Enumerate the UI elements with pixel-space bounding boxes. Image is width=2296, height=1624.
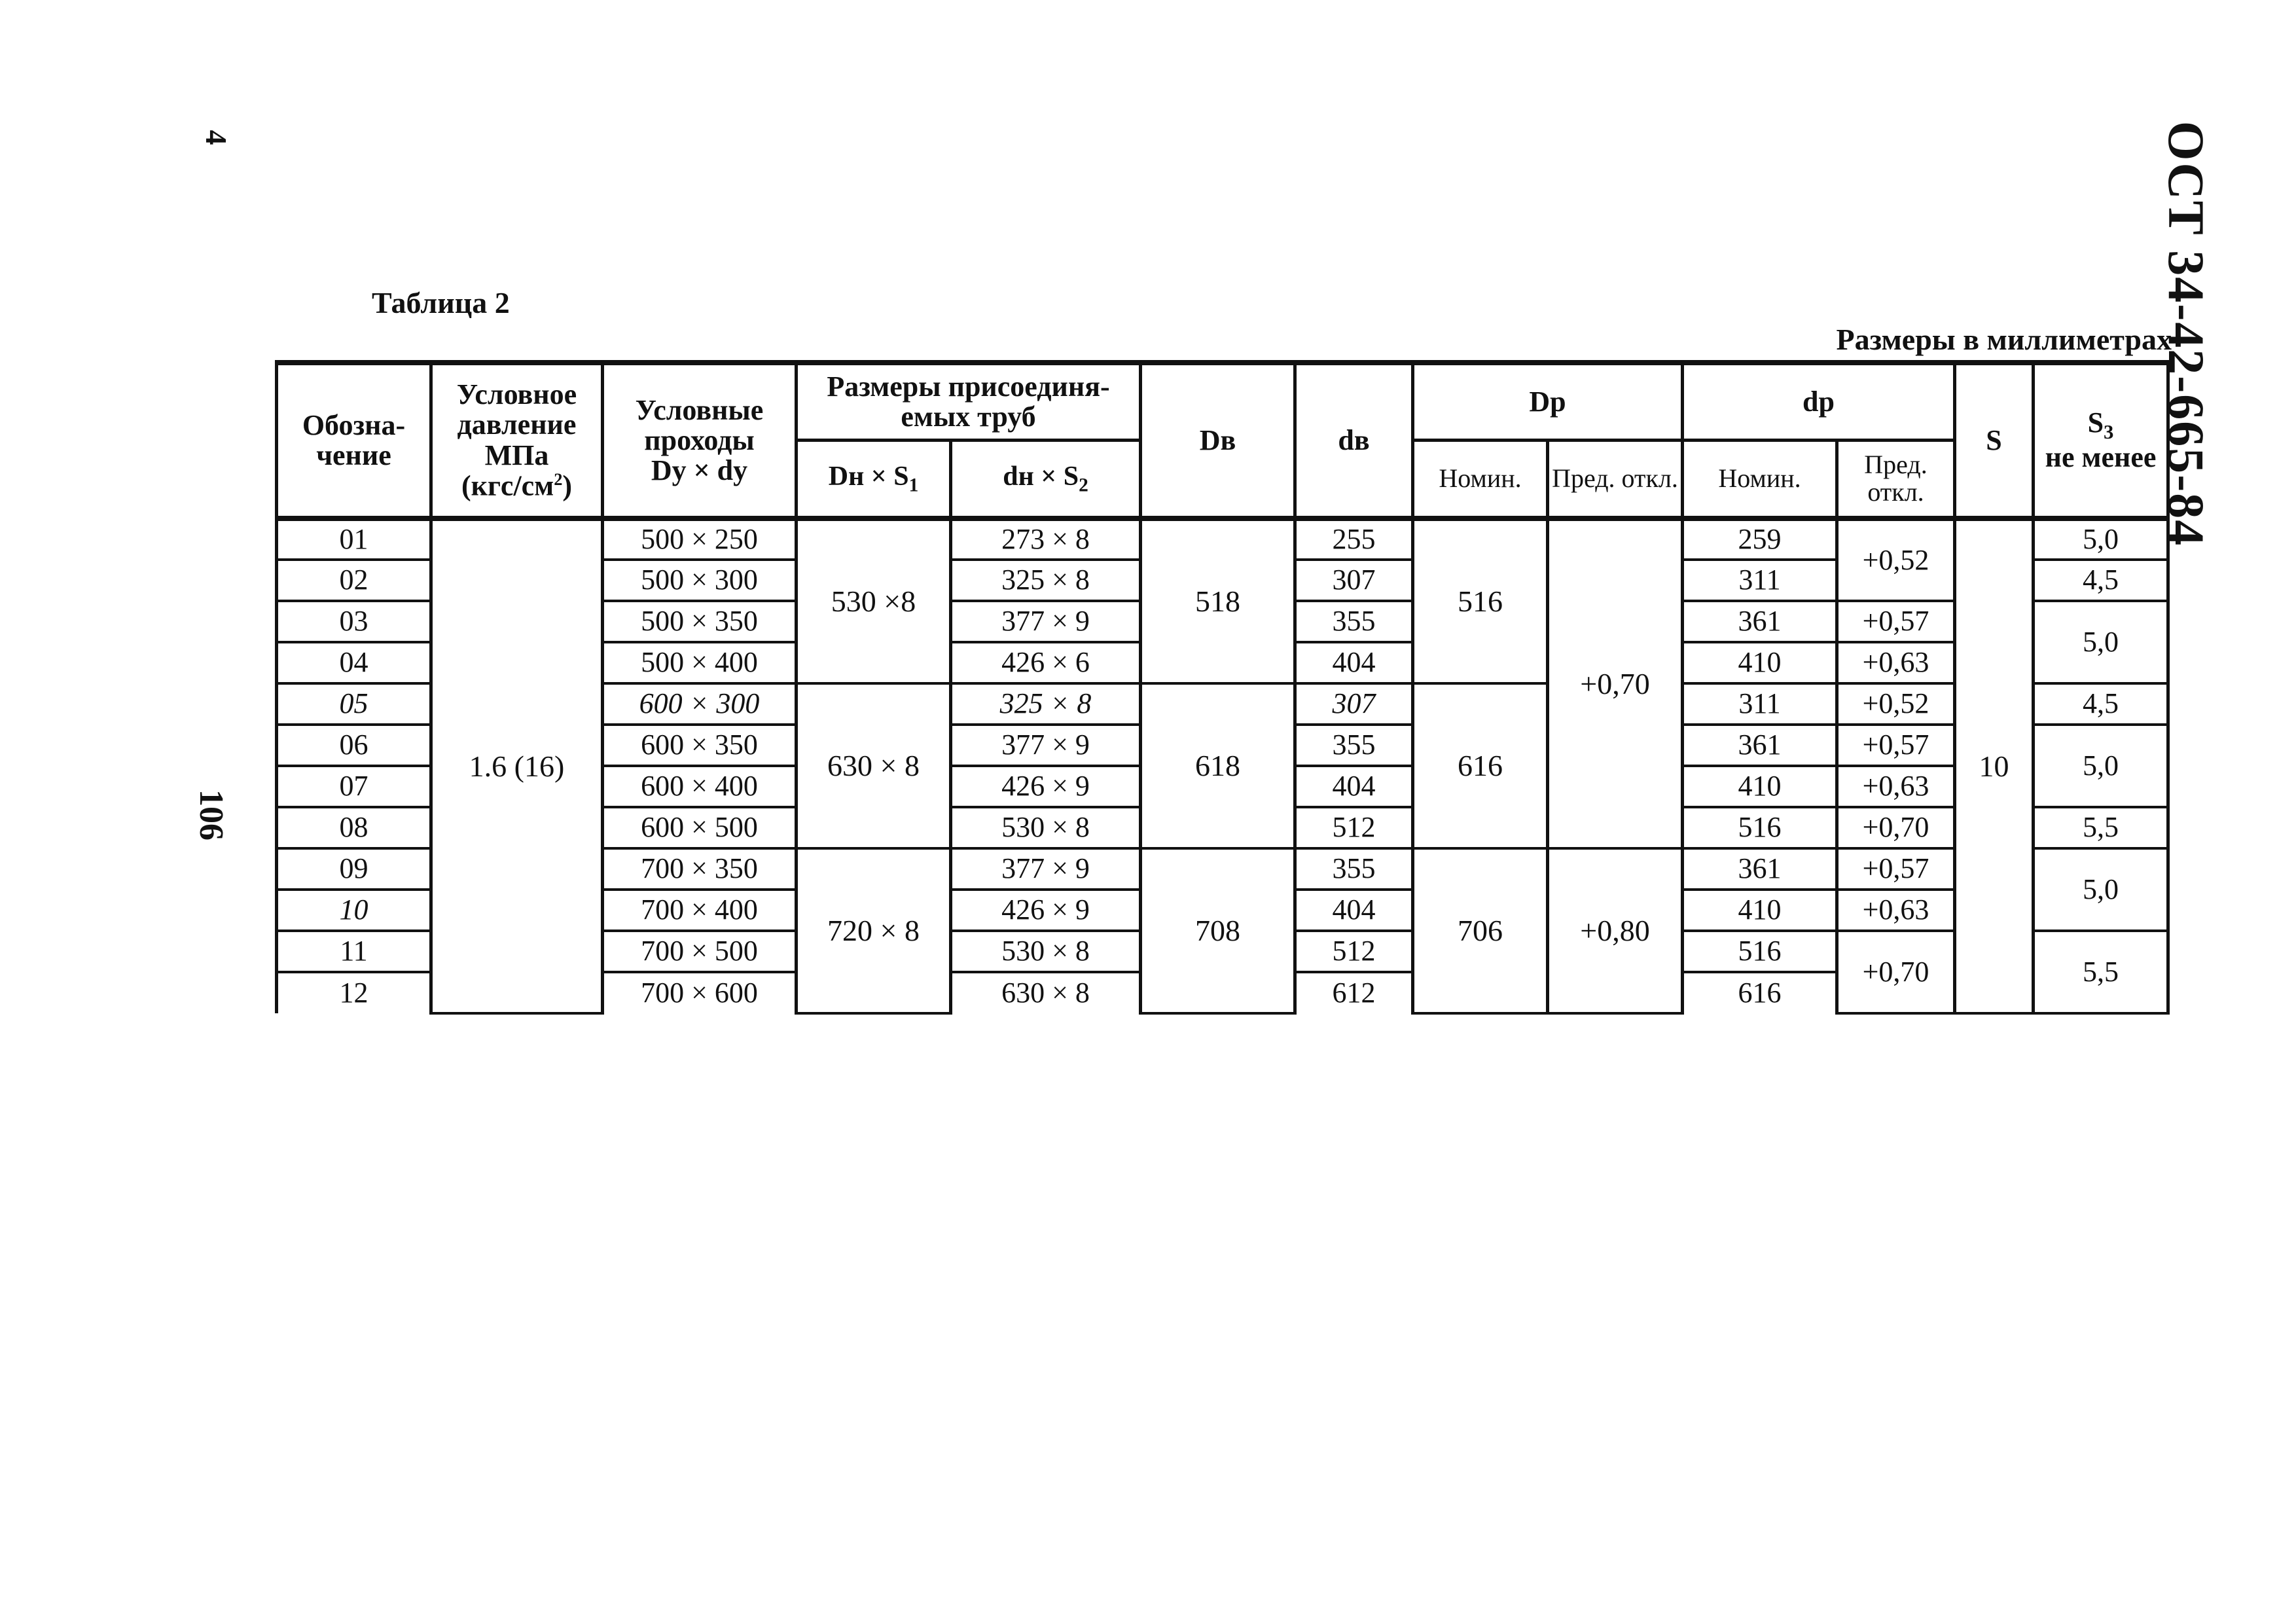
header-pipe-sizes: Размеры присоединя-емых труб xyxy=(797,363,1141,440)
cell-Dn-S1: 530 ×8 xyxy=(797,518,951,683)
header-passage xyxy=(603,363,797,518)
cell-Dn-S1: 630 × 8 xyxy=(797,683,951,848)
header-Dp-nominal: Номин. xyxy=(1413,440,1548,518)
header-pressure-line2: МПа xyxy=(484,439,549,471)
header-dn-S2-a: dн × S xyxy=(1003,461,1079,492)
header-pressure-line1: Условное давление xyxy=(456,378,577,441)
header-pressure-line3b: ) xyxy=(562,469,573,502)
document-code: ОСТ 34-42-665-84 xyxy=(2158,120,2215,547)
header-S3-b: не менее xyxy=(2045,441,2157,474)
cell-passage: 700 × 400 xyxy=(603,890,797,931)
header-Dn-S1-a: Dн × S xyxy=(828,461,909,492)
cell-dv: 307 xyxy=(1295,683,1413,725)
header-pressure-sup: 2 xyxy=(554,469,563,489)
header-Dp: Dp xyxy=(1413,363,1683,440)
cell-dv: 355 xyxy=(1295,848,1413,890)
cell-dp-tolerance: +0,70 xyxy=(1837,931,1955,1013)
cell-dv: 404 xyxy=(1295,766,1413,807)
cell-dn-S2: 273 × 8 xyxy=(951,518,1141,560)
cell-passage: 600 × 500 xyxy=(603,807,797,848)
cell-dv: 512 xyxy=(1295,807,1413,848)
cell-Dp-nominal: 616 xyxy=(1413,683,1548,848)
page-number-top: 4 xyxy=(200,130,233,145)
cell-designation: 07 xyxy=(277,766,431,807)
cell-dn-S2: 530 × 8 xyxy=(951,807,1141,848)
cell-dp-tolerance: +0,63 xyxy=(1837,766,1955,807)
cell-dp-nominal: 361 xyxy=(1683,725,1837,766)
cell-dp-nominal: 361 xyxy=(1683,848,1837,890)
page-number-side: 106 xyxy=(192,789,230,840)
table-caption: Таблица 2 xyxy=(372,286,510,319)
cell-passage: 600 × 350 xyxy=(603,725,797,766)
cell-dp-nominal: 410 xyxy=(1683,642,1837,683)
cell-dn-S2: 377 × 9 xyxy=(951,601,1141,642)
header-dn-S2 xyxy=(951,440,1141,518)
cell-dn-S2: 530 × 8 xyxy=(951,931,1141,972)
table-row xyxy=(277,518,2168,560)
cell-dn-S2: 325 × 8 xyxy=(951,683,1141,725)
header-dp-tolerance: Пред. откл. xyxy=(1837,440,1955,518)
cell-dv: 355 xyxy=(1295,725,1413,766)
header-pressure-line3a: (кгс/см xyxy=(461,469,554,502)
cell-designation: 10 xyxy=(277,890,431,931)
cell-designation: 03 xyxy=(277,601,431,642)
cell-passage: 500 × 350 xyxy=(603,601,797,642)
cell-dn-S2: 426 × 6 xyxy=(951,642,1141,683)
header-S3-a: S xyxy=(2087,406,2104,439)
cell-dp-tolerance: +0,57 xyxy=(1837,725,1955,766)
cell-Dv: 618 xyxy=(1141,683,1295,848)
cell-passage: 500 × 400 xyxy=(603,642,797,683)
cell-designation: 01 xyxy=(277,518,431,560)
cell-S3: 5,5 xyxy=(2034,931,2168,1013)
header-Dp-tolerance: Пред. откл. xyxy=(1548,440,1683,518)
cell-dn-S2: 377 × 9 xyxy=(951,725,1141,766)
cell-dp-tolerance: +0,57 xyxy=(1837,601,1955,642)
cell-S3: 4,5 xyxy=(2034,560,2168,601)
header-S3-sub: 3 xyxy=(2104,421,2114,444)
cell-dp-tolerance: +0,57 xyxy=(1837,848,1955,890)
cell-Dp-tolerance: +0,80 xyxy=(1548,848,1683,1013)
header-Dv: Dв xyxy=(1141,363,1295,518)
header-dv: dв xyxy=(1295,363,1413,518)
cell-dv: 512 xyxy=(1295,931,1413,972)
cell-S3: 4,5 xyxy=(2034,683,2168,725)
header-dn-S2-sub: 2 xyxy=(1079,475,1088,496)
cell-designation: 04 xyxy=(277,642,431,683)
header-designation: Обозна-чение xyxy=(277,363,431,518)
header-passage-line2: Dy × dy xyxy=(651,454,748,487)
header-S: S xyxy=(1955,363,2034,518)
cell-designation: 02 xyxy=(277,560,431,601)
cell-passage: 600 × 400 xyxy=(603,766,797,807)
header-Dn-S1-sub: 1 xyxy=(908,475,919,496)
cell-passage: 500 × 300 xyxy=(603,560,797,601)
cell-passage: 700 × 600 xyxy=(603,972,797,1013)
cell-dn-S2: 426 × 9 xyxy=(951,890,1141,931)
cell-dp-nominal: 311 xyxy=(1683,560,1837,601)
cell-passage: 700 × 500 xyxy=(603,931,797,972)
cell-S3: 5,0 xyxy=(2034,601,2168,683)
units-note: Размеры в миллиметрах xyxy=(1836,323,2172,356)
header-Dn-S1 xyxy=(797,440,951,518)
cell-dp-tolerance: +0,63 xyxy=(1837,642,1955,683)
cell-Dv: 518 xyxy=(1141,518,1295,683)
cell-dn-S2: 630 × 8 xyxy=(951,972,1141,1013)
cell-dn-S2: 325 × 8 xyxy=(951,560,1141,601)
header-row-1 xyxy=(277,363,2168,440)
cell-dp-tolerance: +0,52 xyxy=(1837,518,1955,601)
cell-dp-tolerance: +0,70 xyxy=(1837,807,1955,848)
cell-Dp-nominal: 516 xyxy=(1413,518,1548,683)
header-dp: dp xyxy=(1683,363,1955,440)
cell-dp-nominal: 361 xyxy=(1683,601,1837,642)
cell-dn-S2: 426 × 9 xyxy=(951,766,1141,807)
cell-Dp-tolerance: +0,70 xyxy=(1548,518,1683,848)
cell-S3: 5,0 xyxy=(2034,518,2168,560)
cell-designation: 09 xyxy=(277,848,431,890)
cell-designation: 06 xyxy=(277,725,431,766)
cell-dp-nominal: 516 xyxy=(1683,807,1837,848)
cell-passage: 700 × 350 xyxy=(603,848,797,890)
cell-dp-nominal: 259 xyxy=(1683,518,1837,560)
cell-dp-tolerance: +0,63 xyxy=(1837,890,1955,931)
header-dp-nominal: Номин. xyxy=(1683,440,1837,518)
cell-designation: 08 xyxy=(277,807,431,848)
cell-designation: 11 xyxy=(277,931,431,972)
cell-S: 10 xyxy=(1955,518,2034,1013)
cell-dp-nominal: 516 xyxy=(1683,931,1837,972)
cell-dp-tolerance: +0,52 xyxy=(1837,683,1955,725)
cell-dp-nominal: 311 xyxy=(1683,683,1837,725)
header-passage-line1: Условные проходы xyxy=(635,393,764,456)
cell-designation: 05 xyxy=(277,683,431,725)
cell-dv: 404 xyxy=(1295,890,1413,931)
cell-Dv: 708 xyxy=(1141,848,1295,1013)
cell-dn-S2: 377 × 9 xyxy=(951,848,1141,890)
cell-S3: 5,0 xyxy=(2034,725,2168,807)
spec-table xyxy=(275,360,2170,1015)
cell-pressure: 1.6 (16) xyxy=(431,518,603,1013)
cell-dp-nominal: 410 xyxy=(1683,890,1837,931)
header-S3 xyxy=(2034,363,2168,518)
cell-dv: 355 xyxy=(1295,601,1413,642)
cell-dp-nominal: 616 xyxy=(1683,972,1837,1013)
cell-Dn-S1: 720 × 8 xyxy=(797,848,951,1013)
cell-passage: 500 × 250 xyxy=(603,518,797,560)
cell-Dp-nominal: 706 xyxy=(1413,848,1548,1013)
cell-dp-nominal: 410 xyxy=(1683,766,1837,807)
cell-designation: 12 xyxy=(277,972,431,1013)
header-pressure xyxy=(431,363,603,518)
cell-passage: 600 × 300 xyxy=(603,683,797,725)
cell-dv: 404 xyxy=(1295,642,1413,683)
cell-dv: 612 xyxy=(1295,972,1413,1013)
cell-S3: 5,0 xyxy=(2034,848,2168,931)
cell-S3: 5,5 xyxy=(2034,807,2168,848)
cell-dv: 255 xyxy=(1295,518,1413,560)
cell-dv: 307 xyxy=(1295,560,1413,601)
